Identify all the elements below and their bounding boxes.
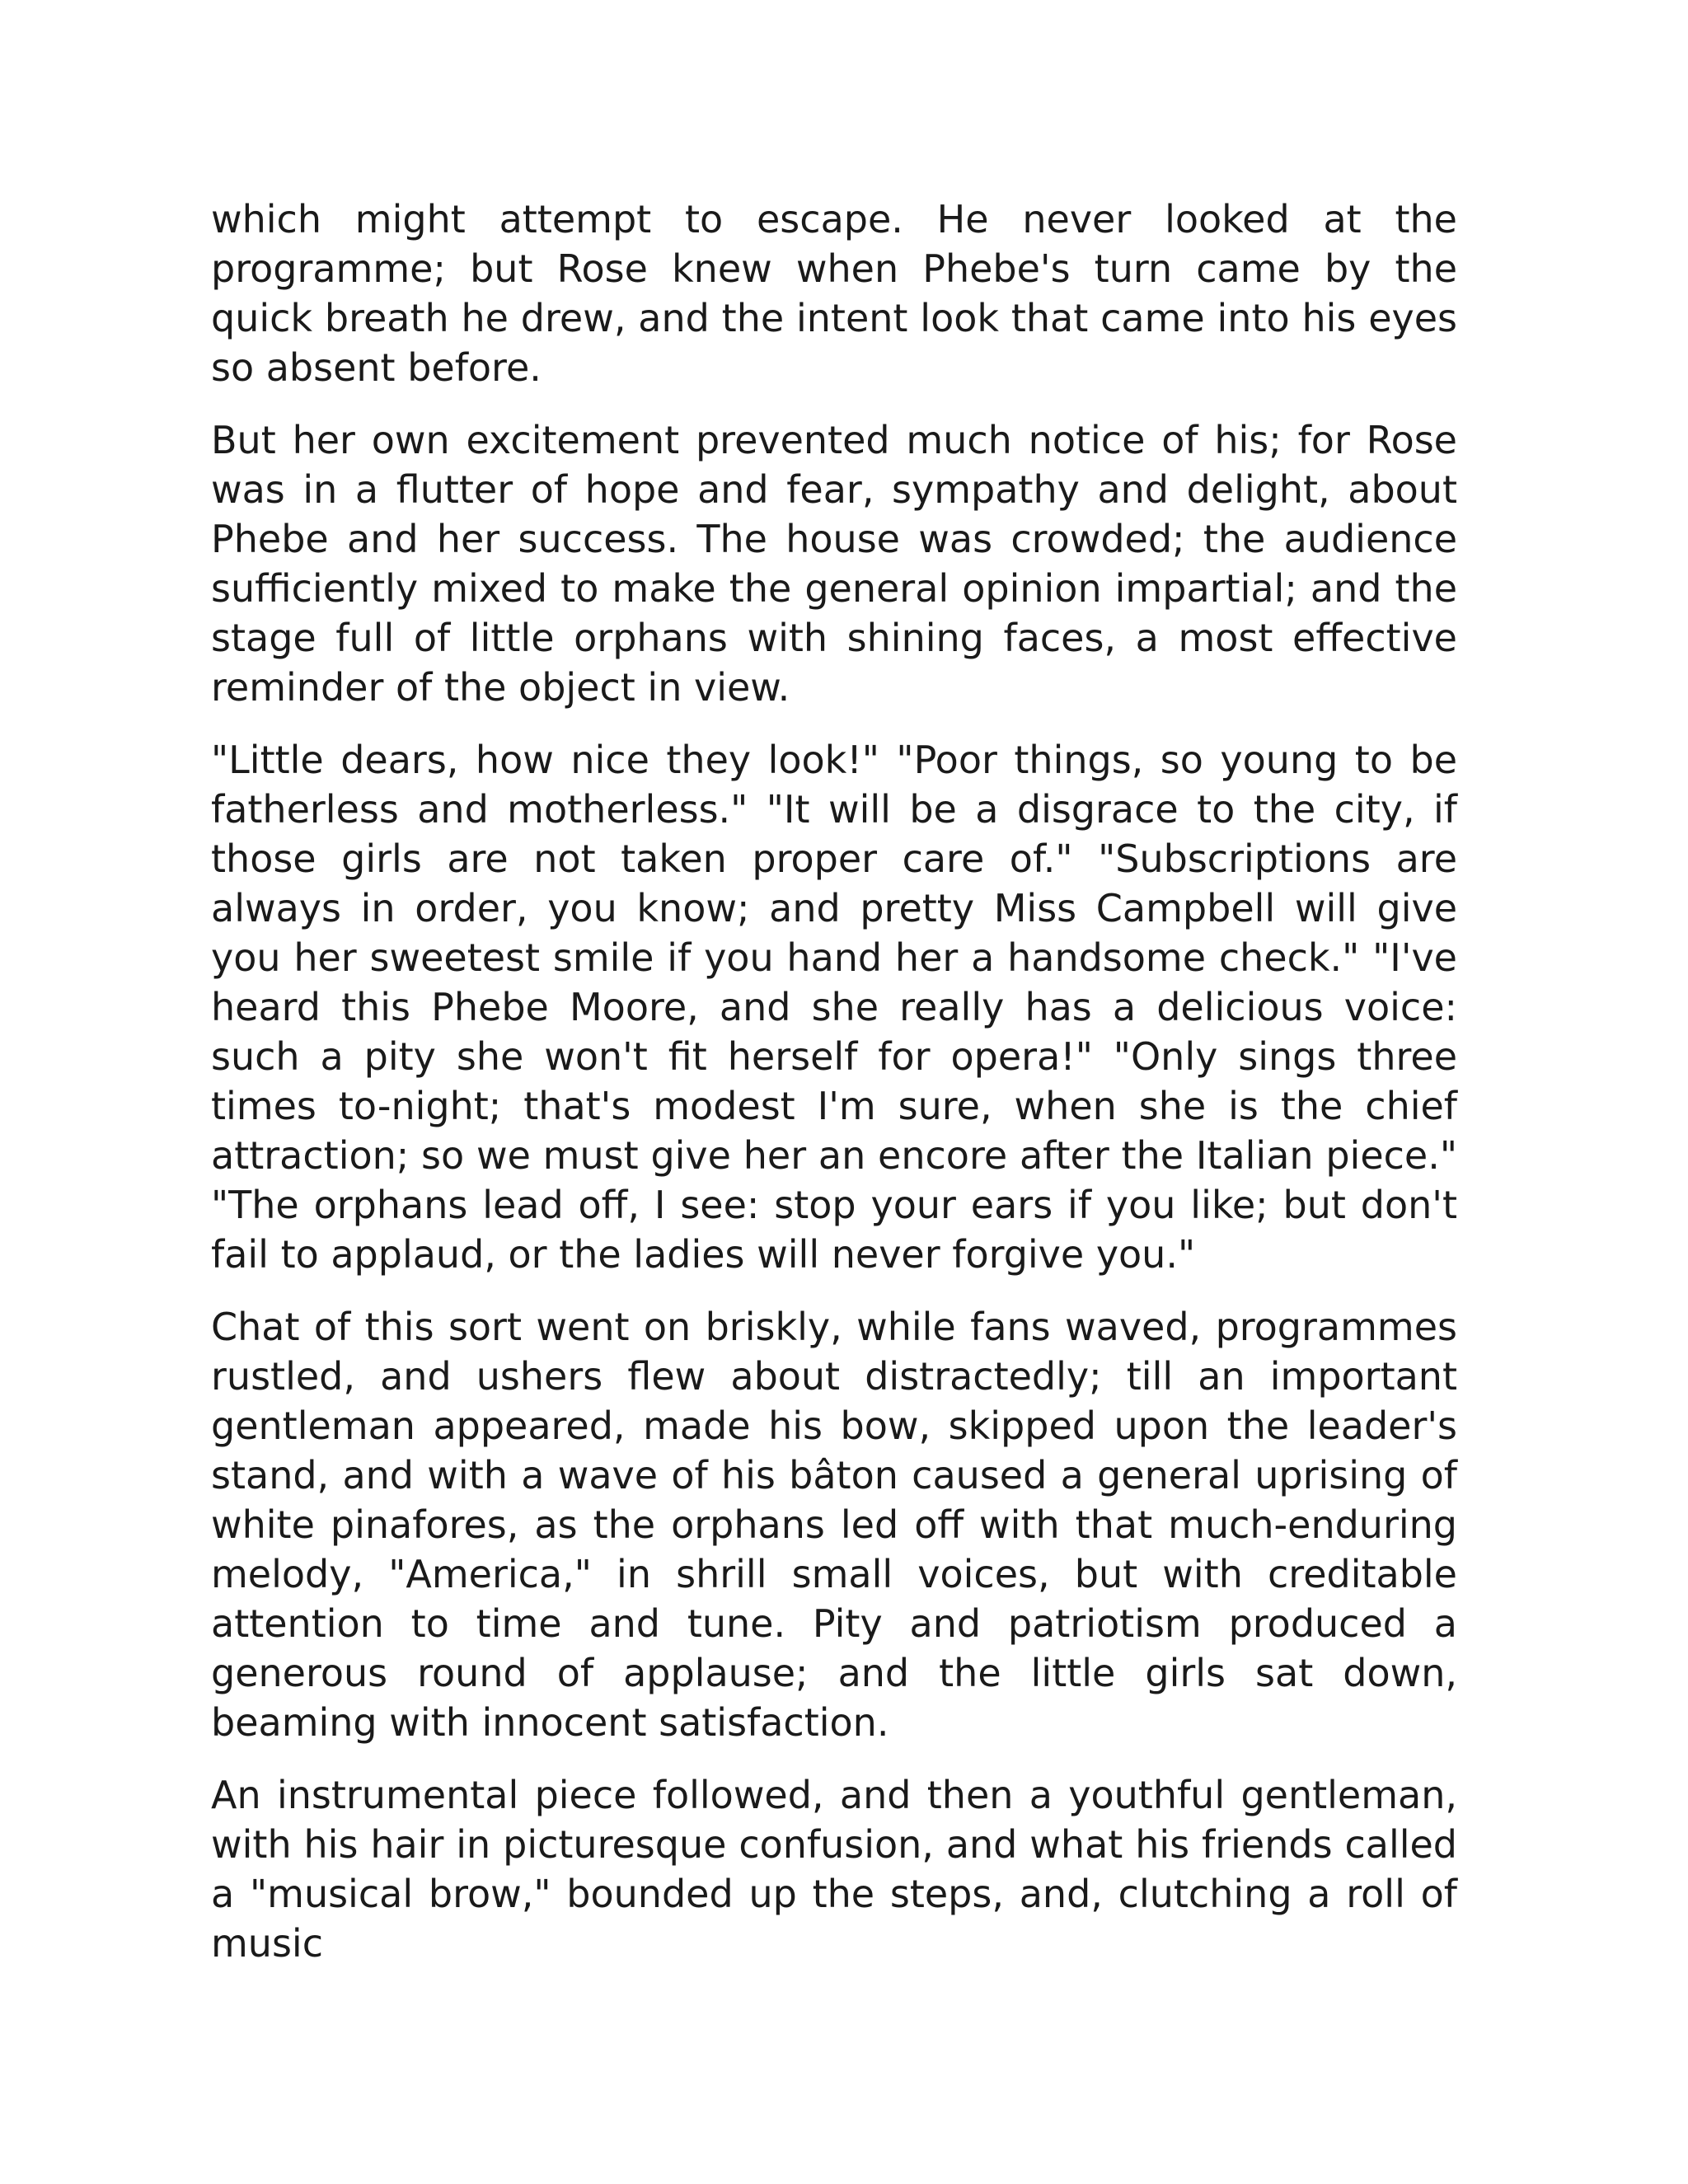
paragraph-5: An instrumental piece followed, and then a youthful gentleman, with his hair in picturesque confusion, and what his friends called a "musical brow," bounded up the steps, and, clutching a roll of music — [211, 1773, 1457, 1966]
paragraph-1: which might attempt to escape. He never looked at the programme; but Rose knew when Phebe's turn came by the quick breath he drew, and the intent look that came into his eyes so absent before. — [211, 197, 1457, 390]
paragraph-2: But her own excitement prevented much notice of his; for Rose was in a flutter of hope and fear, sympathy and delight, about Phebe and her success. The house was crowded; the audience sufficiently mixed to make the general opinion impartial; and the stage full of little orphans with shining faces, a most effective reminder of the object in view. — [211, 418, 1457, 710]
body-text — [211, 194, 1457, 1991]
paragraph-4: Chat of this sort went on briskly, while fans waved, programmes rustled, and ushers flew about distractedly; till an important gentleman appeared, made his bow, skipped upon the leader's stand, and with a wave of his bâton caused a general uprising of white pinafores, as the orphans led off with that much-enduring melody, "America," in shrill small voices, but with creditable attention to time and tune. Pity and patriotism produced a generous round of applause; and the little girls sat down, beaming with innocent satisfaction. — [211, 1305, 1457, 1745]
paragraph-3: "Little dears, how nice they look!" "Poor things, so young to be fatherless and motherless." "It will be a disgrace to the city, if those girls are not taken proper care of." "Subscriptions are always in order, you know; and pretty Miss Campbell will give you her sweetest smile if you hand her a handsome check." "I've heard this Phebe Moore, and she really has a delicious voice: such a pity she won't fit herself for opera!" "Only sings three times to-night; that's modest I'm sure, when she is the chief attraction; so we must give her an encore after the Italian piece." "The orphans lead off, I see: stop your ears if you like; but don't fail to applaud, or the ladies will never forgive you." — [211, 738, 1457, 1277]
